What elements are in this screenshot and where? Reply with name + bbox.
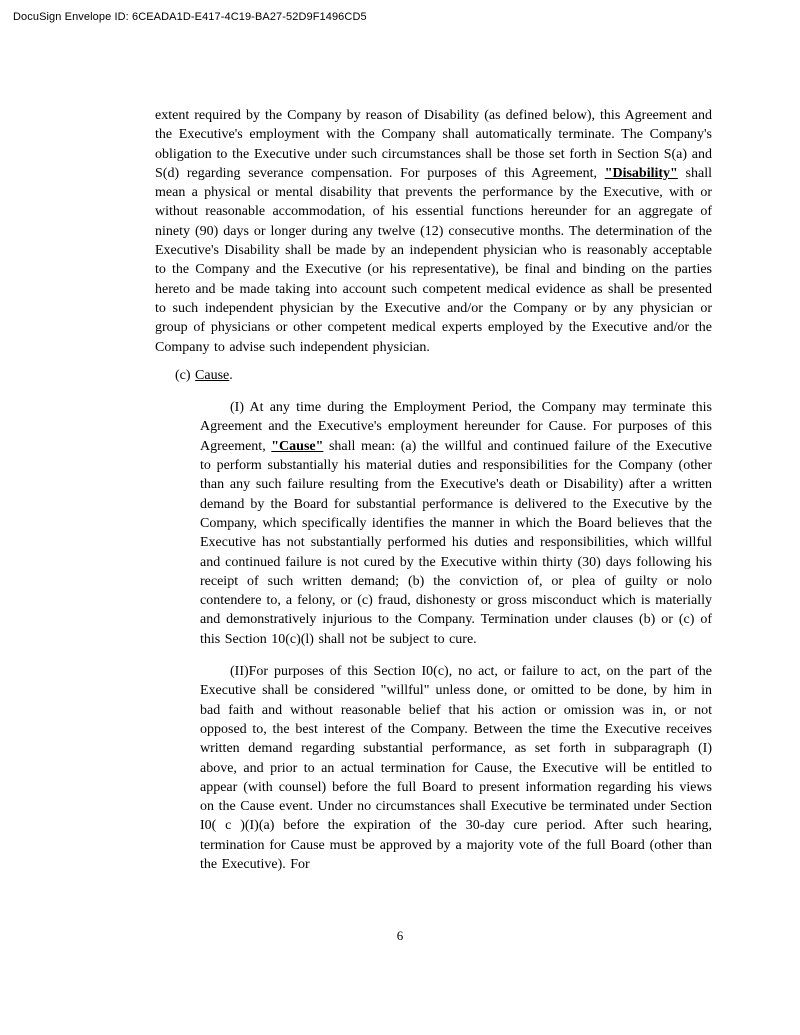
paragraph-cause-1-text-2: shall mean: (a) the willful and continued failure of the Executive to perform substantially his material duties and responsibilities for the Company (other than any such failure resulting from the Executive's death or Disability) after a written demand by the Board for substantial performance is delivered to the Executive by the Company, which specifically identifies the manner in which the Board believes that the Executive has not substantially performed his duties and responsibilities, which willful and continued failure is not cured by the Executive within thirty (30) days following his receipt of such written demand; (b) the conviction of, or plea of guilty or nolo contendere to, a felony, or (c) fraud, dishonesty or gross misconduct which is materially and demonstratively injurious to the Company. Termination under clauses (b) or (c) of this Section 10(c)(l) shall not be subject to cure. — [200, 438, 713, 647]
cause-defined-term: "Cause" — [271, 438, 324, 454]
cause-heading-prefix: (c) — [175, 367, 196, 383]
document-body — [155, 106, 712, 874]
paragraph-cause-subsection-1 — [200, 398, 712, 649]
paragraph-disability-text-1: extent required by the Company by reason of Disability (as defined below), this Agreement and the Executive's employment with the Company shall automatically terminate. The Company's obligation to the Executive under such circumstances shall be those set forth in Section S(a) and S(d) regarding severance compensation. For purposes of this Agreement, — [155, 108, 712, 181]
cause-heading-term: Cause — [195, 367, 230, 383]
cause-section-heading — [175, 366, 712, 385]
paragraph-cause-1-text-1: (I) At any time during the Employment Period, the Company may terminate this Agreement and the Executive's employment hereunder for Cause. For purposes of this Agreement, — [200, 400, 712, 454]
paragraph-disability-text-2: shall mean a physical or mental disability that prevents the performance by the Executive, with or without reasonable accommodation, of his essential functions hereunder for an aggregate of ninety (90) days or longer during any twelve (12) consecutive months. The determination of the Executive's Disability shall be made by an independent physician who is reasonably acceptable to the Company and the Executive (or his representative), be final and binding on the parties hereto and be made taking into account such competent medical evidence as shall be presented to such independent physician by the Executive and/or the Company or by any physician or group of physicians or other competent medical experts employed by the Executive and/or the Company to advise such independent physician. — [155, 165, 712, 355]
docusign-envelope-id: DocuSign Envelope ID: 6CEADA1D-E417-4C19-BA27-52D9F1496CD5 — [13, 11, 367, 23]
paragraph-cause-subsection-2: (II)For purposes of this Section I0(c), no act, or failure to act, on the part of the Executive shall be considered "willful" unless done, or omitted to be done, by him in bad faith and without reasonable belief that his action or omission was in, or not opposed to, the best interest of the Company. Between the time the Executive receives written demand regarding substantial performance, as set forth in subparagraph (I) above, and prior to an actual termination for Cause, the Executive will be entitled to appear (with counsel) before the full Board to present information regarding his views on the Cause event. Under no circumstances shall Executive be terminated under Section I0( c )(I)(a) before the expiration of the 30-day cure period. After such hearing, termination for Cause must be approved by a majority vote of the full Board (other than the Executive). For — [200, 664, 712, 872]
cause-heading-suffix: . — [229, 367, 233, 383]
paragraph-disability — [155, 106, 712, 357]
page-number: 6 — [396, 928, 404, 943]
disability-defined-term: "Disability" — [604, 165, 678, 181]
